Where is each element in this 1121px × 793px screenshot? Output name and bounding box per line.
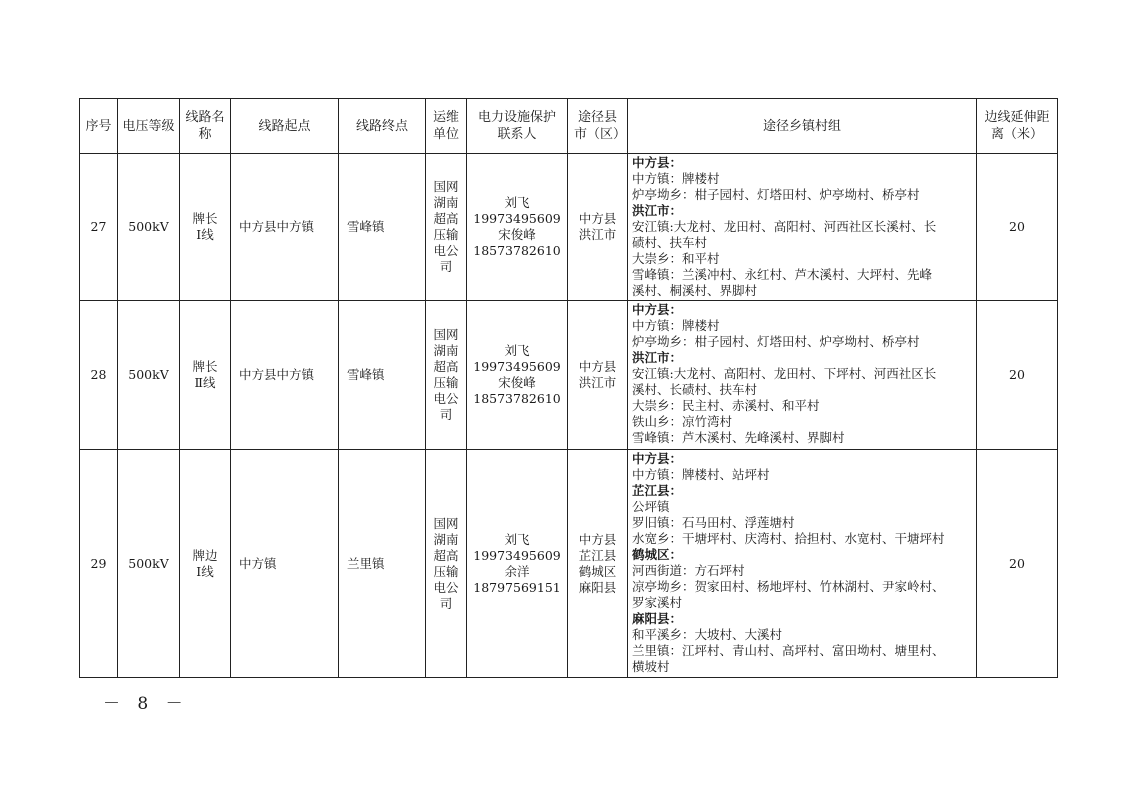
town-line: 安江镇:大龙村、高阳村、龙田村、下坪村、河西社区长 (632, 366, 937, 381)
contact-cell (467, 154, 568, 301)
line-start-cell: 中方县中方镇 (231, 301, 339, 450)
town-line: 凉亭坳乡：贺家田村、杨地坪村、竹林湖村、尹家岭村、 (632, 579, 945, 594)
maintenance-unit-cell: 国网湖南超高压输电公司 (426, 301, 467, 450)
town-line: 大崇乡：和平村 (632, 251, 720, 266)
table-header-row (80, 99, 1058, 154)
line-name-cell: 牌长Ⅰ线 (180, 154, 231, 301)
town-line: 河西街道：方石坪村 (632, 563, 745, 578)
contact-cell-line: 宋俊峰 (498, 227, 536, 242)
header-cell: 电力设施保护联系人 (467, 99, 568, 154)
county-cell-line: 洪江市 (578, 375, 617, 390)
county-cell-line: 中方县 (578, 211, 617, 226)
town-line: 大崇乡：民主村、赤溪村、和平村 (632, 398, 820, 413)
county-cell-line: 洪江市 (578, 227, 617, 242)
town-line: 雪峰镇：芦木溪村、先峰溪村、界脚村 (632, 430, 845, 445)
town-line: 铁山乡：凉竹湾村 (632, 414, 733, 429)
line-end-cell: 雪峰镇 (339, 301, 426, 450)
header-cell: 序号 (80, 99, 118, 154)
town-line: 碛村、扶车村 (632, 235, 708, 250)
voltage-cell: 500kV (118, 301, 180, 450)
header-cell: 电压等级 (118, 99, 180, 154)
county-heading: 芷江县： (632, 483, 683, 498)
town-line: 溪村、长碛村、扶车村 (632, 382, 758, 397)
header-cell: 线路名称 (180, 99, 231, 154)
table-row (80, 450, 1058, 678)
contact-cell-line: 余洋 (504, 563, 530, 579)
contact-cell-line: 19973495609 (473, 211, 561, 226)
county-heading: 鹤城区： (632, 547, 683, 562)
line-start-cell: 中方县中方镇 (231, 154, 339, 301)
table-row (80, 154, 1058, 301)
contact-cell-line: 刘飞 (504, 195, 530, 210)
town-line: 和平溪乡：大坡村、大溪村 (632, 627, 783, 642)
town-line: 雪峰镇：兰溪冲村、永红村、芦木溪村、大坪村、先峰 (632, 267, 933, 282)
county-cell-line: 中方县 (578, 359, 617, 374)
county-heading: 麻阳县： (632, 611, 683, 626)
town-line: 炉亭坳乡：柑子园村、灯塔田村、炉亭坳村、桥亭村 (632, 187, 920, 202)
town-line: 中方镇：牌楼村、站坪村 (632, 467, 770, 482)
county-cell (568, 450, 628, 678)
county-cell (568, 301, 628, 450)
contact-cell (467, 301, 568, 450)
contact-cell (467, 450, 568, 678)
serial-number-cell: 28 (80, 301, 118, 450)
contact-cell-line: 18797569151 (473, 579, 561, 595)
line-end-cell: 兰里镇 (339, 450, 426, 678)
header-cell: 运维单位 (426, 99, 467, 154)
towns-cell (628, 301, 977, 450)
voltage-cell: 500kV (118, 450, 180, 678)
towns-cell (628, 450, 977, 678)
table-row (80, 301, 1058, 450)
town-line: 溪村、桐溪村、界脚村 (632, 283, 758, 298)
line-start-cell: 中方镇 (231, 450, 339, 678)
distance-cell: 20 (977, 154, 1058, 301)
header-cell: 途径乡镇村组 (628, 99, 977, 154)
town-line: 炉亭坳乡：柑子园村、灯塔田村、炉亭坳村、桥亭村 (632, 334, 920, 349)
maintenance-unit-cell: 国网湖南超高压输电公司 (426, 450, 467, 678)
contact-cell-line: 18573782610 (473, 243, 561, 258)
county-heading: 洪江市： (632, 350, 683, 365)
town-line: 中方镇：牌楼村 (632, 318, 720, 333)
county-heading: 中方县： (632, 302, 683, 317)
contact-cell-line: 宋俊峰 (498, 375, 536, 390)
town-line: 安江镇:大龙村、龙田村、高阳村、河西社区长溪村、长 (632, 219, 937, 234)
town-line: 水宽乡：干塘坪村、庆湾村、拾担村、水宽村、干塘坪村 (632, 531, 945, 546)
serial-number-cell: 29 (80, 450, 118, 678)
page-number: － 8 － (103, 694, 189, 714)
county-cell-line: 鹤城区 (578, 563, 617, 579)
contact-cell-line: 19973495609 (473, 547, 561, 563)
line-name-cell: 牌边Ⅰ线 (180, 450, 231, 678)
town-line: 横坡村 (632, 659, 670, 674)
header-cell: 线路终点 (339, 99, 426, 154)
distance-cell: 20 (977, 450, 1058, 678)
header-cell: 边线延伸距离（米） (977, 99, 1058, 154)
line-name-cell: 牌长Ⅱ线 (180, 301, 231, 450)
contact-cell-line: 18573782610 (473, 391, 561, 406)
contact-cell-line: 19973495609 (473, 359, 561, 374)
county-heading: 中方县： (632, 155, 683, 170)
town-line: 公坪镇 (632, 499, 670, 514)
town-line: 罗旧镇：石马田村、浮莲塘村 (632, 515, 795, 530)
town-line: 兰里镇：江坪村、青山村、高坪村、富田坳村、塘里村、 (632, 643, 945, 658)
header-cell: 途径县市（区） (568, 99, 628, 154)
line-end-cell: 雪峰镇 (339, 154, 426, 301)
distance-cell: 20 (977, 301, 1058, 450)
county-heading: 中方县： (632, 451, 683, 466)
county-cell (568, 154, 628, 301)
town-line: 中方镇：牌楼村 (632, 171, 720, 186)
county-cell-line: 中方县 (578, 531, 617, 547)
contact-cell-line: 刘飞 (504, 343, 530, 358)
town-line: 罗家溪村 (632, 595, 683, 610)
county-cell-line: 芷江县 (578, 547, 617, 563)
maintenance-unit-cell: 国网湖南超高压输电公司 (426, 154, 467, 301)
contact-cell-line: 刘飞 (504, 531, 530, 547)
county-cell-line: 麻阳县 (578, 579, 617, 595)
voltage-cell: 500kV (118, 154, 180, 301)
power-line-table (79, 98, 1058, 678)
header-cell: 线路起点 (231, 99, 339, 154)
serial-number-cell: 27 (80, 154, 118, 301)
towns-cell (628, 154, 977, 301)
county-heading: 洪江市： (632, 203, 683, 218)
